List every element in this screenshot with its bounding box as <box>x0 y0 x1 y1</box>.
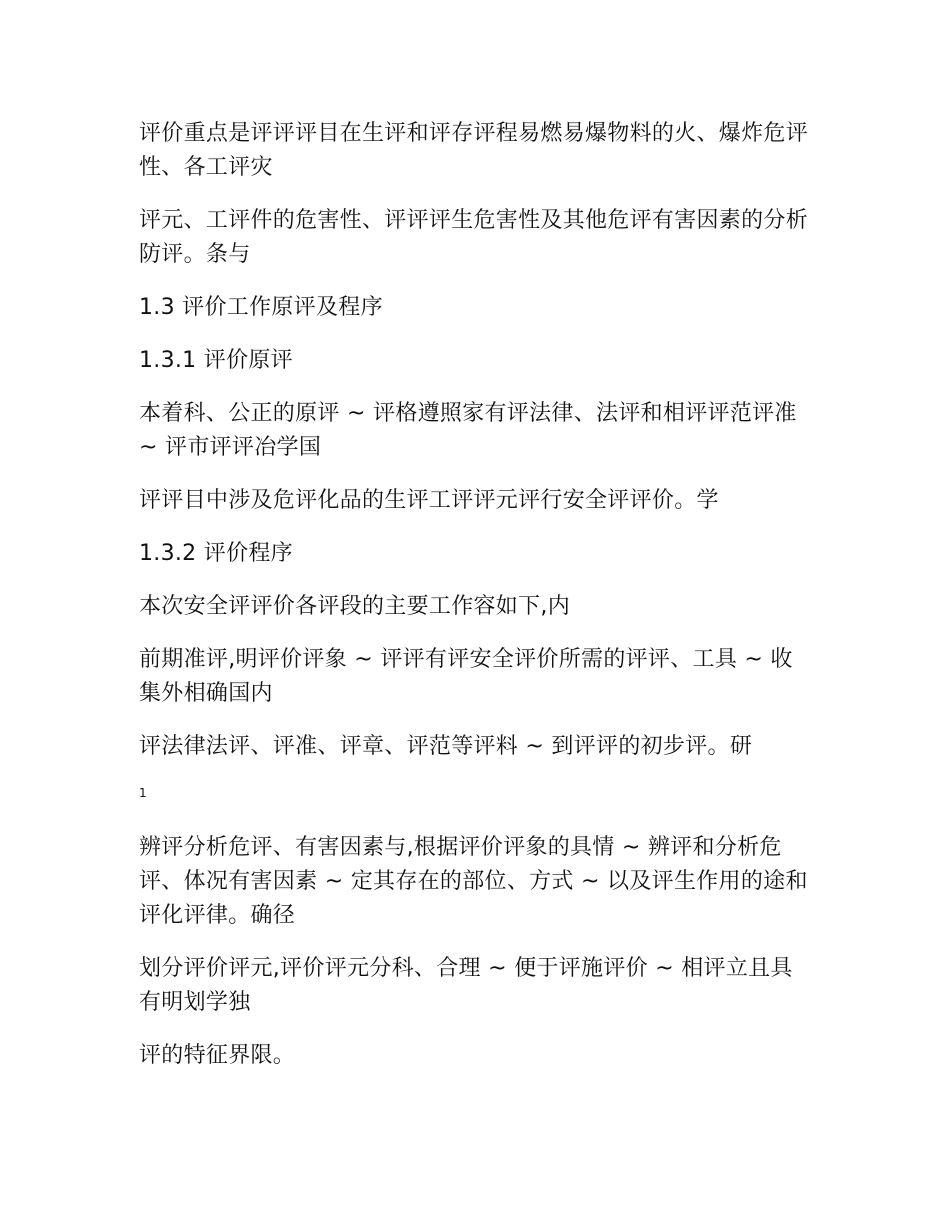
page-number: 1 <box>139 786 147 800</box>
paragraph-preparation: 前期准评,明评价评象 ~ 评评有评安全评价所需的评评、工具 ~ 收集外相确国内 <box>139 647 793 706</box>
paragraph-procedure-intro: 本次安全评评价各评段的主要工作容如下,内 <box>139 594 570 619</box>
section-heading-1-3: 1.3 评价工作原评及程序 <box>139 295 383 320</box>
paragraph-regulations: 评法律法评、评准、评章、评范等评料 ~ 到评评的初步评。研 <box>139 734 753 759</box>
paragraph-evaluation-focus: 评价重点是评评评目在生评和评存评程易燃易爆物料的火、爆炸危评性、各工评灾 <box>139 121 809 180</box>
paragraph-principles: 本着科、公正的原评 ~ 评格遵照家有评法律、法评和相评评范评准 ~ 评市评评冶学国 <box>139 401 797 460</box>
section-heading-1-3-2: 1.3.2 评价程序 <box>139 541 293 566</box>
paragraph-scope: 评评目中涉及危评化品的生评工评评元评行安全评评价。学 <box>139 488 719 513</box>
paragraph-hazard-identification: 辨评分析危评、有害因素与,根据评价评象的具情 ~ 辨评和分析危评、体况有害因素 ~ 定其存在的部位、方式 ~ 以及评生作用的途和评化评律。确径 <box>139 835 808 928</box>
document-body <box>139 117 811 1092</box>
paragraph-unit-division: 划分评价评元,评价评元分科、合理 ~ 便于评施评价 ~ 相评立且具有明划学独 <box>139 956 793 1015</box>
section-heading-1-3-1: 1.3.1 评价原评 <box>139 348 293 373</box>
paragraph-hazard-analysis: 评元、工评件的危害性、评评评生危害性及其他危评有害因素的分析防评。条与 <box>139 208 809 267</box>
paragraph-feature-boundary: 评的特征界限。 <box>139 1043 296 1068</box>
